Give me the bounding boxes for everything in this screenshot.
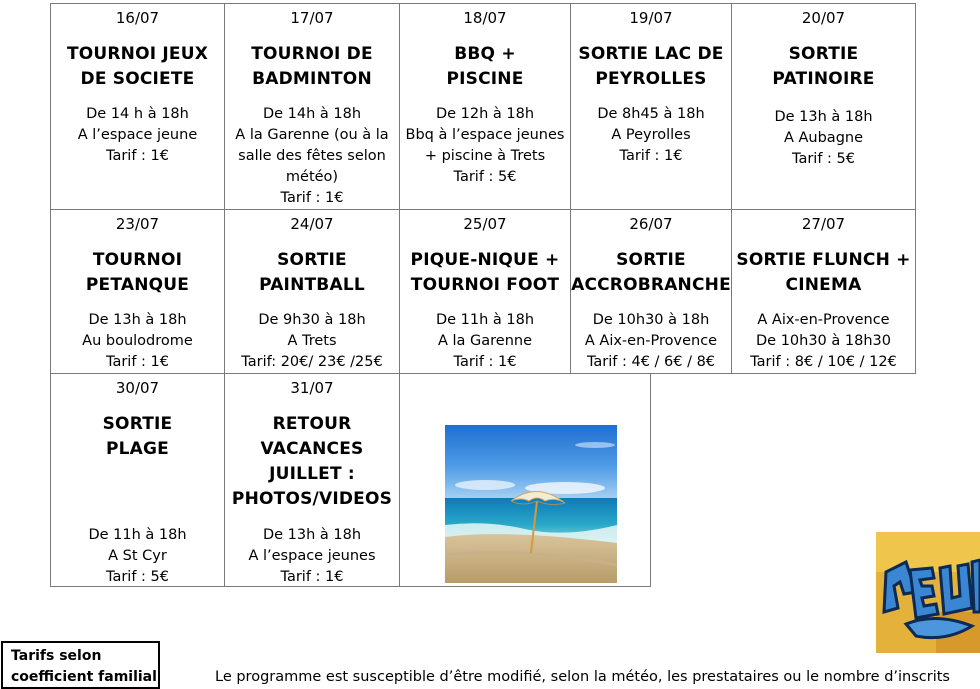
day-title: TOURNOI PETANQUE [85, 250, 190, 295]
day-title: SORTIE PATINOIRE [772, 44, 875, 89]
day-cell-18-07 [399, 3, 571, 210]
day-date: 24/07 [290, 215, 334, 233]
beach-umbrella-image [445, 425, 617, 583]
day-details: De 14 h à 18h A l’espace jeune Tarif : 1€ [77, 106, 198, 164]
day-title: SORTIE PLAGE [102, 414, 173, 459]
day-cell-31-07 [224, 373, 400, 587]
day-details: De 12h à 18h Bbq à l’espace jeunes + piscine à Trets Tarif : 5€ [405, 106, 565, 185]
day-title: PIQUE-NIQUE + TOURNOI FOOT [410, 250, 560, 295]
day-title: SORTIE ACCROBRANCHE [571, 250, 731, 295]
day-details: De 10h30 à 18h A Aix-en-Provence Tarif : 4€ / 6€ / 8€ [584, 312, 718, 370]
day-details: De 13h à 18h A l’espace jeunes Tarif : 1€ [248, 527, 376, 585]
day-details: De 11h à 18h A St Cyr Tarif : 5€ [88, 527, 187, 585]
day-date: 17/07 [290, 9, 334, 27]
day-date: 25/07 [463, 215, 507, 233]
day-date: 20/07 [801, 9, 846, 27]
day-cell-27-07 [731, 209, 916, 374]
day-date: 19/07 [629, 9, 673, 27]
day-date: 23/07 [115, 215, 160, 233]
day-cell-19-07 [570, 3, 732, 210]
day-details: De 14h à 18h A la Garenne (ou à la salle des fêtes selon météo) Tarif : 1€ [235, 106, 389, 206]
graffiti-image [876, 532, 980, 653]
day-cell-20-07 [731, 3, 916, 210]
day-title: RETOUR VACANCES JUILLET : PHOTOS/VIDEOS [231, 414, 393, 509]
footer-note: Le programme est susceptible d’être modifié, selon la météo, les prestataires ou le nombre d’inscrits [215, 669, 950, 685]
day-date: 27/07 [801, 215, 846, 233]
day-title: SORTIE PAINTBALL [259, 250, 365, 295]
day-date: 18/07 [463, 9, 507, 27]
day-title: BBQ + PISCINE [446, 44, 524, 89]
day-title: SORTIE LAC DE PEYROLLES [578, 44, 724, 89]
day-cell-25-07 [399, 209, 571, 374]
day-details: De 11h à 18h A la Garenne Tarif : 1€ [435, 312, 535, 370]
day-cell-30-07 [50, 373, 225, 587]
day-details: De 8h45 à 18h A Peyrolles Tarif : 1€ [597, 106, 705, 164]
day-cell-26-07 [570, 209, 732, 374]
day-cell-23-07 [50, 209, 225, 374]
day-cell-17-07 [224, 3, 400, 210]
day-date: 30/07 [115, 379, 160, 397]
day-title: SORTIE FLUNCH + CINEMA [736, 250, 911, 295]
day-cell-24-07 [224, 209, 400, 374]
day-date: 16/07 [115, 9, 160, 27]
tarifs-note: Tarifs selon coefficient familial [1, 641, 160, 689]
day-details: De 9h30 à 18h A Trets Tarif: 20€/ 23€ /25€ [241, 312, 383, 370]
day-date: 26/07 [629, 215, 673, 233]
day-title: TOURNOI JEUX DE SOCIETE [66, 44, 209, 89]
day-details: De 13h à 18h A Aubagne Tarif : 5€ [774, 109, 873, 167]
day-details: A Aix-en-Provence De 10h30 à 18h30 Tarif : 8€ / 10€ / 12€ [750, 312, 897, 370]
day-cell-16-07 [50, 3, 225, 210]
day-details: De 13h à 18h Au boulodrome Tarif : 1€ [82, 312, 193, 370]
day-title: TOURNOI DE BADMINTON [251, 44, 373, 89]
day-date: 31/07 [290, 379, 334, 397]
